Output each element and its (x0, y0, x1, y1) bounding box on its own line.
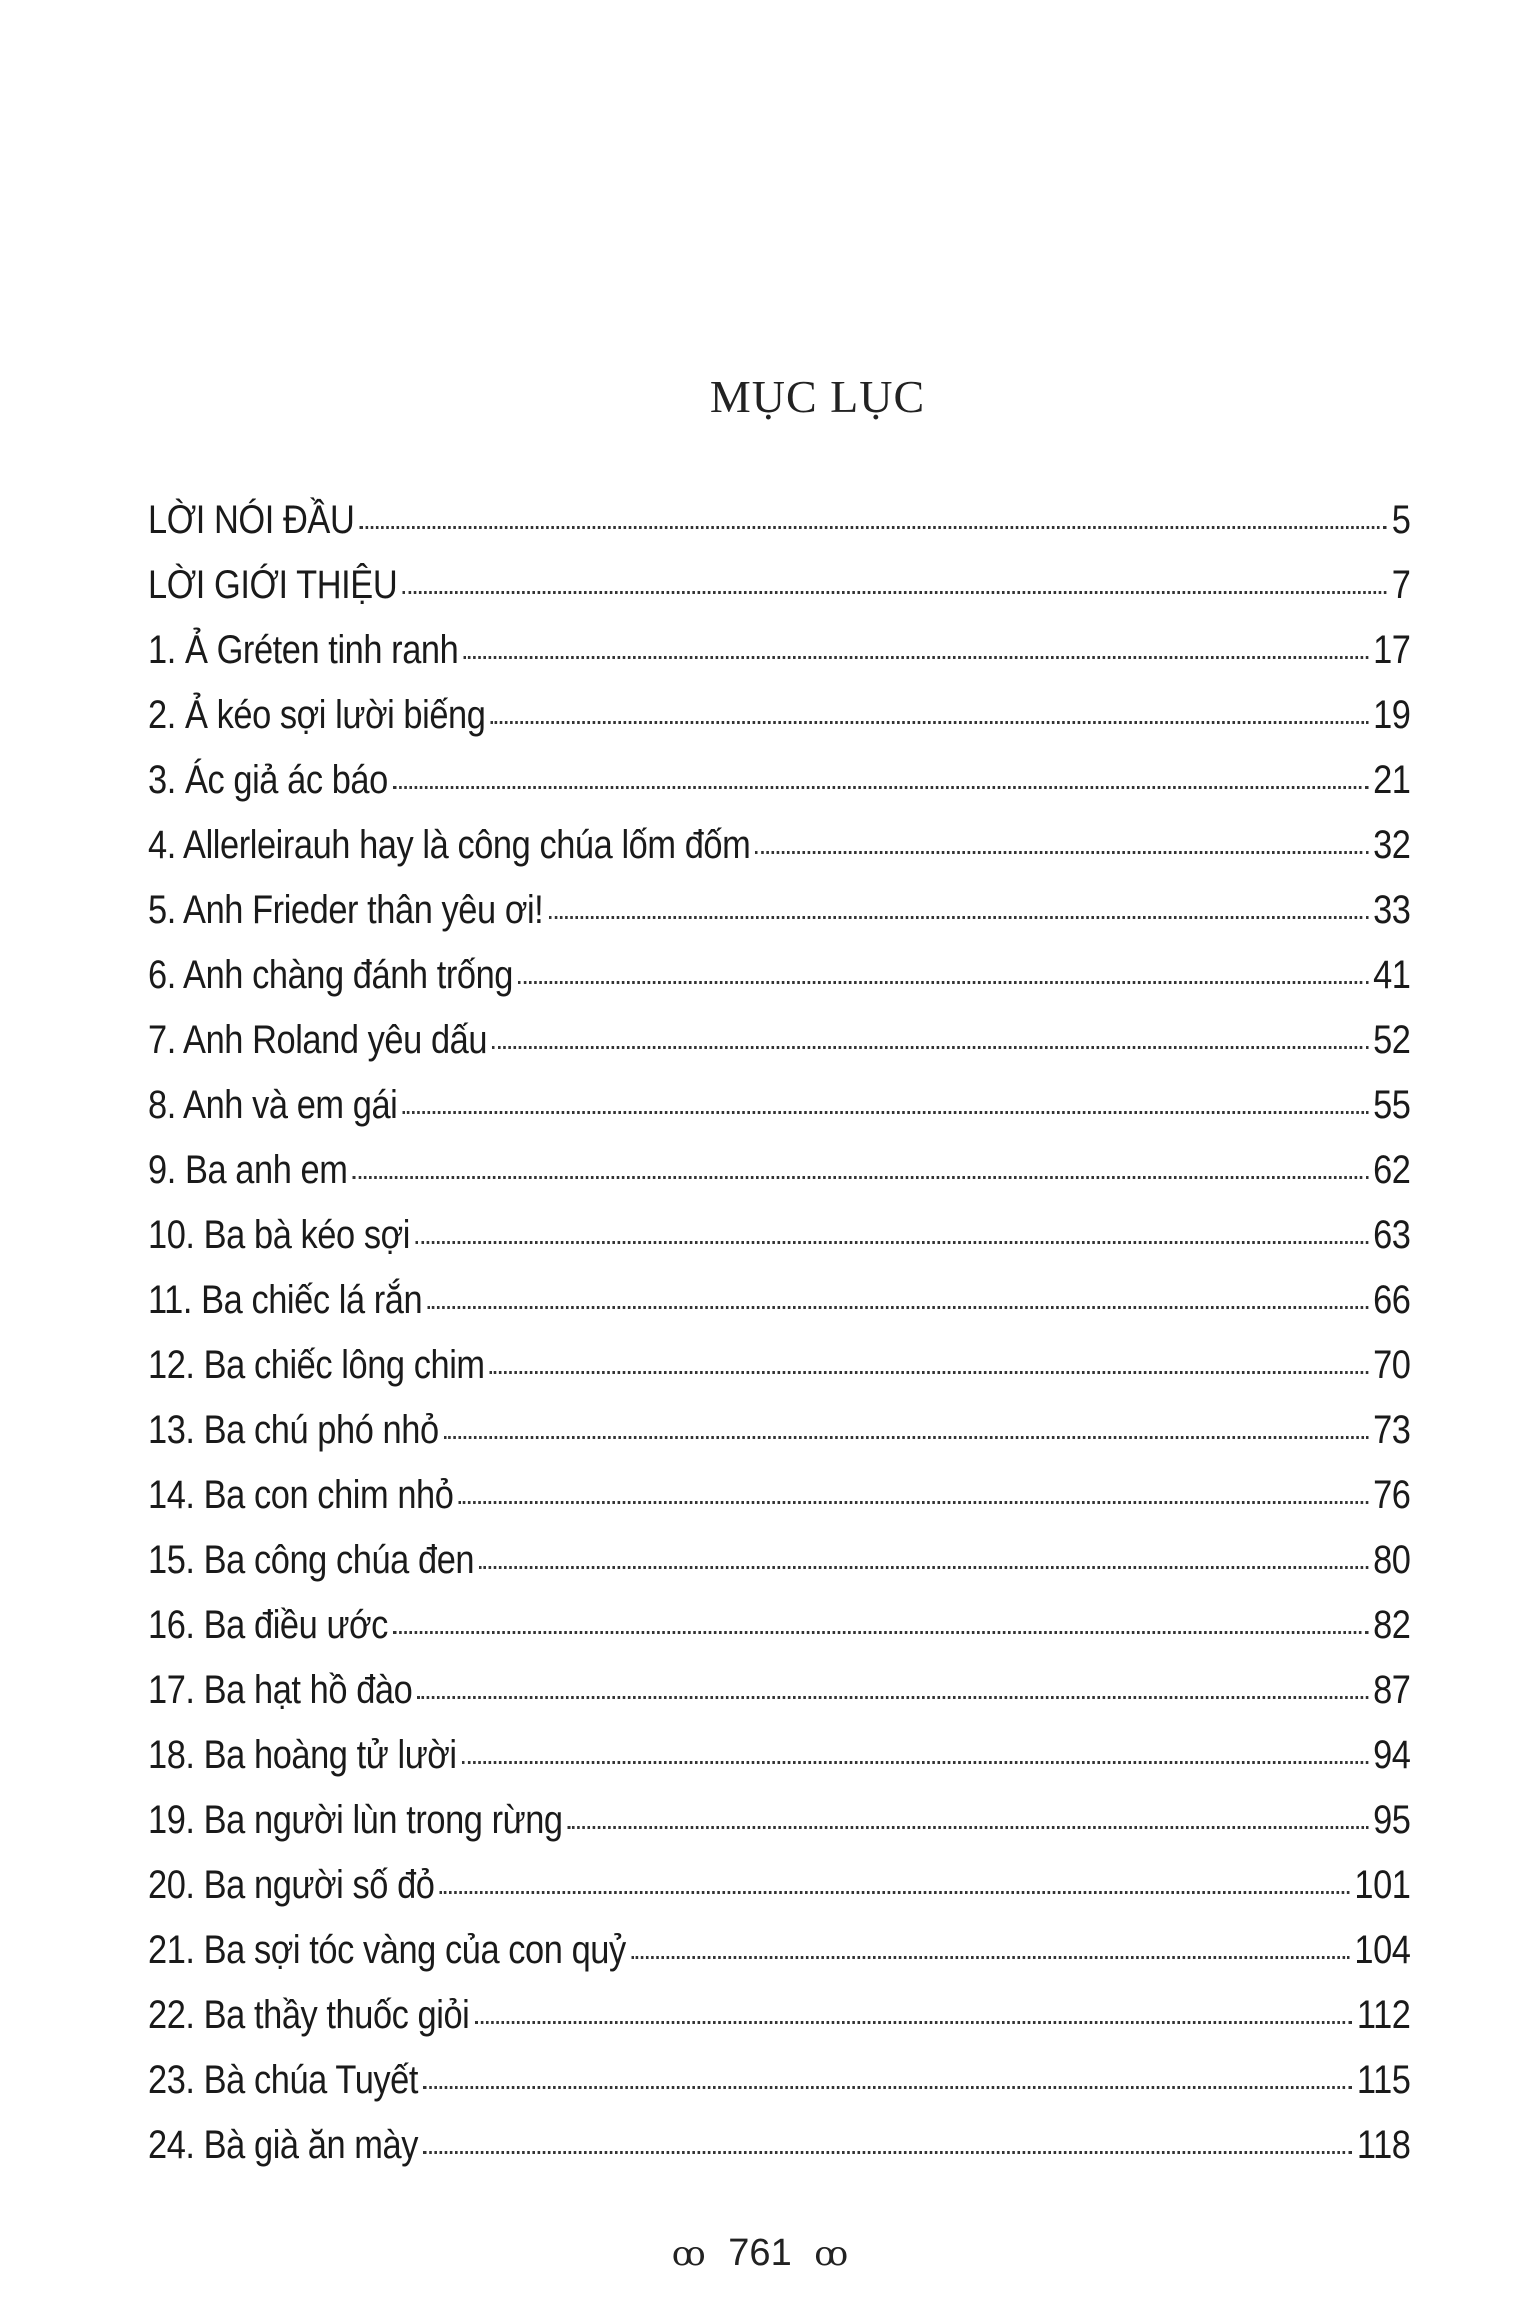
dot-leader (427, 1306, 1368, 1309)
toc-entry-page: 76 (1373, 1473, 1411, 1517)
toc-entry (148, 1798, 1410, 1863)
toc-entry-page: 115 (1356, 2058, 1411, 2102)
toc-entry-page: 112 (1356, 1993, 1411, 2037)
dot-leader (568, 1826, 1368, 1829)
toc-entry-page: 70 (1373, 1343, 1411, 1387)
dot-leader (631, 1956, 1349, 1959)
toc-entry (148, 1733, 1410, 1798)
toc-entry-title: 2. Ả kéo sợi lười biếng (148, 693, 486, 737)
toc-entry (148, 1083, 1410, 1148)
left-ornament-icon: ꚙ (671, 2234, 706, 2274)
toc-entry-title: 11. Ba chiếc lá rắn (148, 1278, 423, 1322)
toc-entry (148, 888, 1410, 953)
toc-entry-title: 16. Ba điều ước (148, 1603, 388, 1647)
dot-leader (518, 981, 1368, 984)
page-number: 761 (728, 2232, 792, 2274)
toc-entry-page: 80 (1373, 1538, 1411, 1582)
toc-entry-title: 1. Ả Gréten tinh ranh (148, 628, 459, 672)
toc-entry (148, 953, 1410, 1018)
toc-entry (148, 628, 1410, 693)
toc-entry-page: 19 (1373, 693, 1411, 737)
toc-entry-page: 82 (1373, 1603, 1411, 1647)
toc-entry (148, 1603, 1410, 1668)
toc-entry-page: 55 (1373, 1083, 1411, 1127)
dot-leader (463, 656, 1367, 659)
toc-entry-page: 7 (1391, 563, 1411, 607)
toc-entry (148, 693, 1410, 758)
toc-entry (148, 758, 1410, 823)
dot-leader (423, 2151, 1352, 2154)
toc-entry (148, 1148, 1410, 1213)
dot-leader (403, 1111, 1368, 1114)
toc-entry (148, 1473, 1410, 1538)
toc-entry-page: 63 (1373, 1213, 1411, 1257)
toc-entry-page: 73 (1373, 1408, 1411, 1452)
toc-entry-page: 41 (1373, 953, 1411, 997)
dot-leader (415, 1241, 1368, 1244)
dot-leader (423, 2086, 1352, 2089)
dot-leader (440, 1891, 1350, 1894)
toc-entry-title: 8. Anh và em gái (148, 1083, 398, 1127)
toc-entry-page: 32 (1373, 823, 1411, 867)
toc-entry-title: 9. Ba anh em (148, 1148, 348, 1192)
dot-leader (548, 916, 1367, 919)
toc-entry-title: 23. Bà chúa Tuyết (148, 2058, 418, 2102)
toc-entry-page: 104 (1354, 1928, 1411, 1972)
dot-leader (393, 1631, 1368, 1634)
toc-entry-title: 13. Ba chú phó nhỏ (148, 1408, 439, 1452)
toc-entry (148, 1668, 1410, 1733)
toc-entry-page: 95 (1373, 1798, 1411, 1842)
toc-entry (148, 1018, 1410, 1083)
dot-leader (459, 1501, 1368, 1504)
toc-entry-page: 17 (1373, 628, 1411, 672)
toc-entry-title: 14. Ba con chim nhỏ (148, 1473, 454, 1517)
toc-entry (148, 1213, 1410, 1278)
toc-entry-page: 101 (1354, 1863, 1411, 1907)
dot-leader (360, 526, 1387, 529)
toc-entry-page: 87 (1373, 1668, 1411, 1712)
dot-leader (490, 1371, 1368, 1374)
toc-entry (148, 823, 1410, 888)
dot-leader (402, 591, 1386, 594)
dot-leader (444, 1436, 1368, 1439)
right-ornament-icon: ꚙ (814, 2234, 849, 2274)
toc-entry (148, 1863, 1410, 1928)
toc-entry-title: 12. Ba chiếc lông chim (148, 1343, 485, 1387)
toc-entry-title: 19. Ba người lùn trong rừng (148, 1798, 563, 1842)
toc-entry (148, 2058, 1410, 2123)
dot-leader (756, 851, 1368, 854)
toc-entry-page: 21 (1373, 758, 1411, 802)
toc-entry-title: 21. Ba sợi tóc vàng của con quỷ (148, 1928, 626, 1972)
toc-entry-title: 20. Ba người số đỏ (148, 1863, 435, 1907)
toc-entry-title: 22. Ba thầy thuốc giỏi (148, 1993, 470, 2037)
toc-entry-page: 118 (1356, 2123, 1411, 2167)
toc-entry-page: 33 (1373, 888, 1411, 932)
toc-entry-page: 62 (1373, 1148, 1411, 1192)
toc-entry-title: 3. Ác giả ác báo (148, 758, 388, 802)
toc-entry-title: 5. Anh Frieder thân yêu ơi! (148, 888, 544, 932)
toc-entry (148, 1928, 1410, 1993)
toc-entry (148, 1993, 1410, 2058)
toc-entry-title: 24. Bà già ăn mày (148, 2123, 418, 2167)
toc-entry-title: 7. Anh Roland yêu dấu (148, 1018, 488, 1062)
toc-entry-title: 15. Ba công chúa đen (148, 1538, 475, 1582)
toc-entry-page: 94 (1373, 1733, 1411, 1777)
dot-leader (491, 721, 1368, 724)
toc-entry-title: 6. Anh chàng đánh trống (148, 953, 514, 997)
page-title: MỤC LỤC (709, 371, 926, 422)
toc-entry-title: 10. Ba bà kéo sợi (148, 1213, 410, 1257)
dot-leader (417, 1696, 1367, 1699)
toc-entry (148, 563, 1410, 628)
dot-leader (475, 2021, 1352, 2024)
toc-entry (148, 1408, 1410, 1473)
toc-entry-title: 4. Allerleirauh hay là công chúa lốm đốm (148, 823, 751, 867)
table-of-contents (148, 498, 1410, 2188)
toc-entry-page: 52 (1373, 1018, 1411, 1062)
toc-entry-title: LỜI GIỚI THIỆU (148, 563, 398, 607)
toc-entry-title: 17. Ba hạt hồ đào (148, 1668, 413, 1712)
dot-leader (479, 1566, 1368, 1569)
toc-entry-page: 5 (1391, 498, 1411, 542)
toc-entry (148, 1278, 1410, 1343)
toc-entry (148, 1343, 1410, 1408)
toc-entry (148, 2123, 1410, 2188)
page-footer (0, 2232, 1520, 2275)
dot-leader (393, 786, 1368, 789)
toc-entry-page: 66 (1373, 1278, 1411, 1322)
dot-leader (353, 1176, 1368, 1179)
toc-entry-title: 18. Ba hoàng tử lười (148, 1733, 457, 1777)
toc-entry (148, 1538, 1410, 1603)
toc-entry-title: LỜI NÓI ĐẦU (148, 498, 355, 542)
toc-entry (148, 498, 1410, 563)
dot-leader (492, 1046, 1368, 1049)
dot-leader (462, 1761, 1368, 1764)
